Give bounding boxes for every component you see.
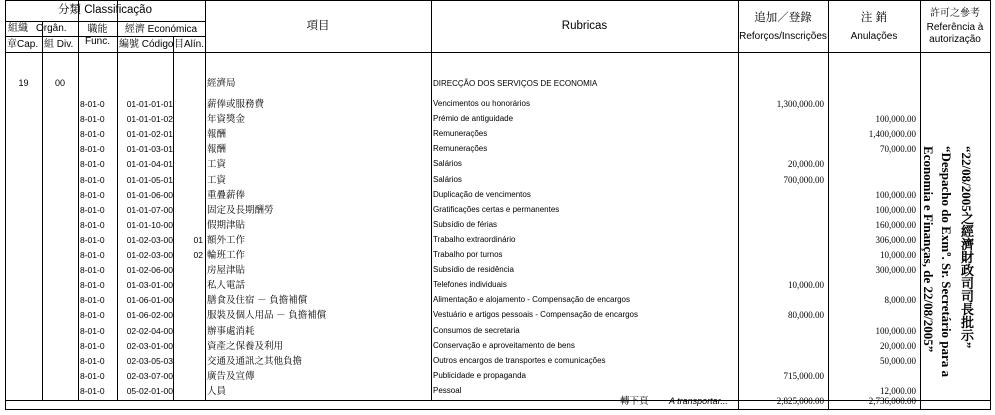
row-item-zh: 報酬 [207, 144, 227, 156]
rule [5, 21, 205, 22]
row-code: 01-01-02-01 [126, 129, 173, 140]
header-reinforcements-zh: 追加／登錄 [754, 12, 812, 24]
header-rubricas: Rubricas [561, 20, 608, 32]
header-division: 組 Div. [44, 39, 74, 50]
row-code: 05-02-01-00 [126, 385, 173, 396]
row-code: 01-06-02-00 [126, 310, 173, 321]
row-annulment: 12,000.00 [880, 385, 916, 396]
row-rubrica: Subsídio de residência [433, 265, 514, 275]
row-annulment: 100,000.00 [875, 189, 916, 200]
row-func: 8-01-0 [80, 219, 105, 230]
footer-label-pt: A transportar... [669, 396, 728, 406]
row-rubrica: Publicidade e propaganda [433, 370, 526, 380]
row-code: 01-01-05-01 [126, 174, 173, 185]
row-reinforcement: 715,000.00 [783, 370, 824, 381]
row-item-zh: 額外工作 [207, 234, 246, 246]
rule [205, 0, 206, 401]
header-functional-pt: Func. [84, 36, 110, 47]
row-reinforcement: 1,300,000.00 [776, 99, 824, 109]
row-rubrica: Vencimentos ou honorários [433, 99, 530, 108]
department-chapter: 19 [18, 78, 29, 88]
row-func: 8-01-0 [80, 144, 105, 155]
row-func: 8-01-0 [80, 310, 105, 321]
row-item-zh: 辦事處消耗 [207, 325, 255, 337]
row-annulment: 100,000.00 [875, 114, 916, 125]
row-rubrica: Remunerações [433, 144, 488, 154]
row-code: 01-01-03-01 [126, 144, 173, 155]
authorization-note-line2: “Despacho do Exmº. Sr. Secretário para a [939, 146, 954, 378]
row-item-zh: 固定及長期酬勞 [207, 204, 274, 216]
rule [173, 37, 174, 401]
row-func: 8-01-0 [80, 204, 105, 215]
row-annulment: 8,000.00 [884, 295, 916, 306]
rule [5, 409, 991, 410]
row-item-zh: 資產之保養及利用 [207, 340, 284, 352]
row-rubrica: Telefones individuais [433, 280, 507, 290]
row-reinforcement: 20,000.00 [788, 159, 824, 170]
row-func: 8-01-0 [80, 370, 105, 381]
row-item-zh: 年資獎金 [207, 114, 246, 126]
row-rubrica: Trabalho extraordinário [433, 234, 516, 244]
row-code: 01-02-03-00 [126, 250, 173, 260]
row-rubrica: Prémio de antiguidade [433, 114, 514, 124]
row-item-zh: 人員 [207, 385, 227, 397]
department-name-zh: 經濟局 [207, 78, 236, 89]
department-division: 00 [54, 78, 65, 88]
footer-total-annulments: 2,736,000.00 [868, 396, 916, 406]
rule [738, 0, 739, 410]
department-name-pt: DIRECÇÃO DOS SERVIÇOS DE ECONOMIA [433, 79, 598, 88]
row-func: 8-01-0 [80, 385, 105, 396]
header-reinforcements-pt: Reforços/Inscrições [739, 31, 827, 42]
header-authorization-zh: 許可之參考 [930, 8, 980, 19]
row-item-zh: 膳食及住宿 － 負擔補償 [207, 295, 308, 307]
rule [990, 0, 991, 410]
row-item-zh: 假期津貼 [207, 219, 246, 231]
row-item-zh: 輪班工作 [207, 250, 246, 261]
row-rubrica: Outros encargos de transportes e comunicações [433, 355, 606, 365]
row-item-zh: 私人電話 [207, 280, 246, 292]
row-rubrica: Consumos de secretaria [433, 325, 520, 335]
authorization-note-line1: “22/08/2005之經濟財政司司長批示” [959, 146, 974, 349]
header-classification: 分類 Classificação [58, 4, 152, 16]
footer-total-reinforcements: 2,825,000.00 [776, 396, 824, 406]
row-item-zh: 工資 [207, 174, 227, 186]
row-func: 8-01-0 [80, 114, 105, 125]
row-annulment: 1,400,000.00 [868, 129, 916, 140]
header-annulments-pt: Anulações [850, 31, 898, 42]
row-func: 8-01-0 [80, 129, 105, 140]
rule [828, 0, 829, 410]
row-code: 01-01-07-00 [126, 204, 173, 215]
header-code: 編號 Código [119, 39, 174, 50]
row-rubrica: Trabalho por turnos [433, 250, 503, 259]
rule [5, 0, 991, 1]
row-item-zh: 報酬 [207, 129, 227, 141]
row-annulment: 50,000.00 [880, 355, 916, 366]
row-code: 02-03-01-00 [126, 340, 173, 351]
row-func: 8-01-0 [80, 174, 105, 185]
row-code: 01-03-01-00 [126, 280, 173, 291]
header-functional-zh: 職能 [87, 24, 108, 35]
row-func: 8-01-0 [80, 234, 105, 245]
row-code: 01-02-06-00 [126, 265, 173, 276]
row-code: 01-06-01-00 [126, 295, 173, 306]
rule [78, 0, 79, 401]
row-code: 02-03-05-03 [126, 355, 173, 366]
row-annulment: 306,000.00 [875, 234, 916, 245]
header-chapter: 章Cap. [7, 39, 39, 50]
authorization-note [905, 146, 985, 384]
rule [117, 0, 118, 401]
row-code: 01-02-03-00 [126, 234, 173, 245]
row-item-zh: 薪俸或服務費 [207, 99, 265, 110]
row-item-zh: 廣告及宣傳 [207, 370, 255, 382]
row-func: 8-01-0 [80, 355, 105, 366]
row-code: 01-01-01-02 [126, 114, 173, 125]
row-func: 8-01-0 [80, 295, 105, 306]
row-alinea: 01 [193, 234, 203, 245]
header-annulments-zh: 注 銷 [860, 12, 888, 24]
row-reinforcement: 80,000.00 [788, 310, 824, 321]
row-rubrica: Alimentação e alojamento - Compensação de encargos [433, 295, 631, 305]
rule [5, 0, 6, 410]
row-code: 01-01-04-01 [126, 159, 173, 170]
row-alinea: 02 [193, 250, 203, 260]
row-rubrica: Remunerações [433, 129, 488, 139]
row-item-zh: 重疊薪俸 [207, 189, 246, 201]
row-func: 8-01-0 [80, 340, 105, 351]
header-authorization-pt2: autorização [929, 34, 981, 45]
row-func: 8-01-0 [80, 250, 105, 260]
header-economic: 經濟 Económica [124, 24, 198, 35]
row-rubrica: Subsídio de férias [433, 219, 498, 229]
row-annulment: 100,000.00 [875, 325, 916, 336]
rule [5, 52, 991, 53]
row-rubrica: Conservação e aproveitamento de bens [433, 340, 575, 350]
row-annulment: 20,000.00 [880, 340, 916, 351]
row-annulment: 300,000.00 [875, 265, 916, 276]
row-code: 01-01-10-00 [126, 219, 173, 230]
header-organic-pt: Orgân. [36, 23, 67, 34]
row-code: 01-01-01-01 [126, 99, 173, 109]
row-func: 8-01-0 [80, 159, 105, 170]
row-func: 8-01-0 [80, 265, 105, 276]
header-authorization-pt1: Referência à [926, 22, 984, 33]
row-reinforcement: 700,000.00 [783, 174, 824, 185]
row-rubrica: Duplicação de vencimentos [433, 189, 531, 199]
row-item-zh: 交通及通訊之其他負擔 [207, 355, 303, 367]
row-annulment: 10,000.00 [880, 250, 916, 260]
row-func: 8-01-0 [80, 280, 105, 291]
row-func: 8-01-0 [80, 99, 105, 109]
row-code: 02-02-04-00 [126, 325, 173, 336]
header-organic-zh: 組織 [8, 23, 28, 34]
row-item-zh: 服裝及個人用品 － 負擔補償 [207, 310, 327, 322]
row-func: 8-01-0 [80, 325, 105, 336]
row-item-zh: 房屋津貼 [207, 265, 246, 277]
authorization-note-line3: Economia e Finanças, de 22/08/2005” [921, 146, 936, 353]
row-annulment: 160,000.00 [875, 219, 916, 230]
footer-label-zh: 轉下頁 [620, 396, 649, 407]
rule [431, 0, 432, 401]
row-func: 8-01-0 [80, 189, 105, 200]
row-annulment: 100,000.00 [875, 204, 916, 215]
row-rubrica: Salários [433, 174, 462, 184]
row-annulment: 70,000.00 [880, 144, 916, 155]
row-code: 02-03-07-00 [126, 370, 173, 381]
row-reinforcement: 10,000.00 [788, 280, 824, 291]
header-items: 項目 [306, 20, 330, 32]
row-rubrica: Vestuário e artigos pessoais - Compensação de encargos [433, 310, 639, 320]
row-item-zh: 工資 [207, 159, 227, 171]
row-rubrica: Salários [433, 159, 462, 169]
row-rubrica: Pessoal [433, 385, 462, 395]
row-code: 01-01-06-00 [126, 189, 173, 200]
row-rubrica: Gratificações certas e permanentes [433, 204, 560, 214]
header-alinea: 目Alín. [174, 39, 205, 50]
